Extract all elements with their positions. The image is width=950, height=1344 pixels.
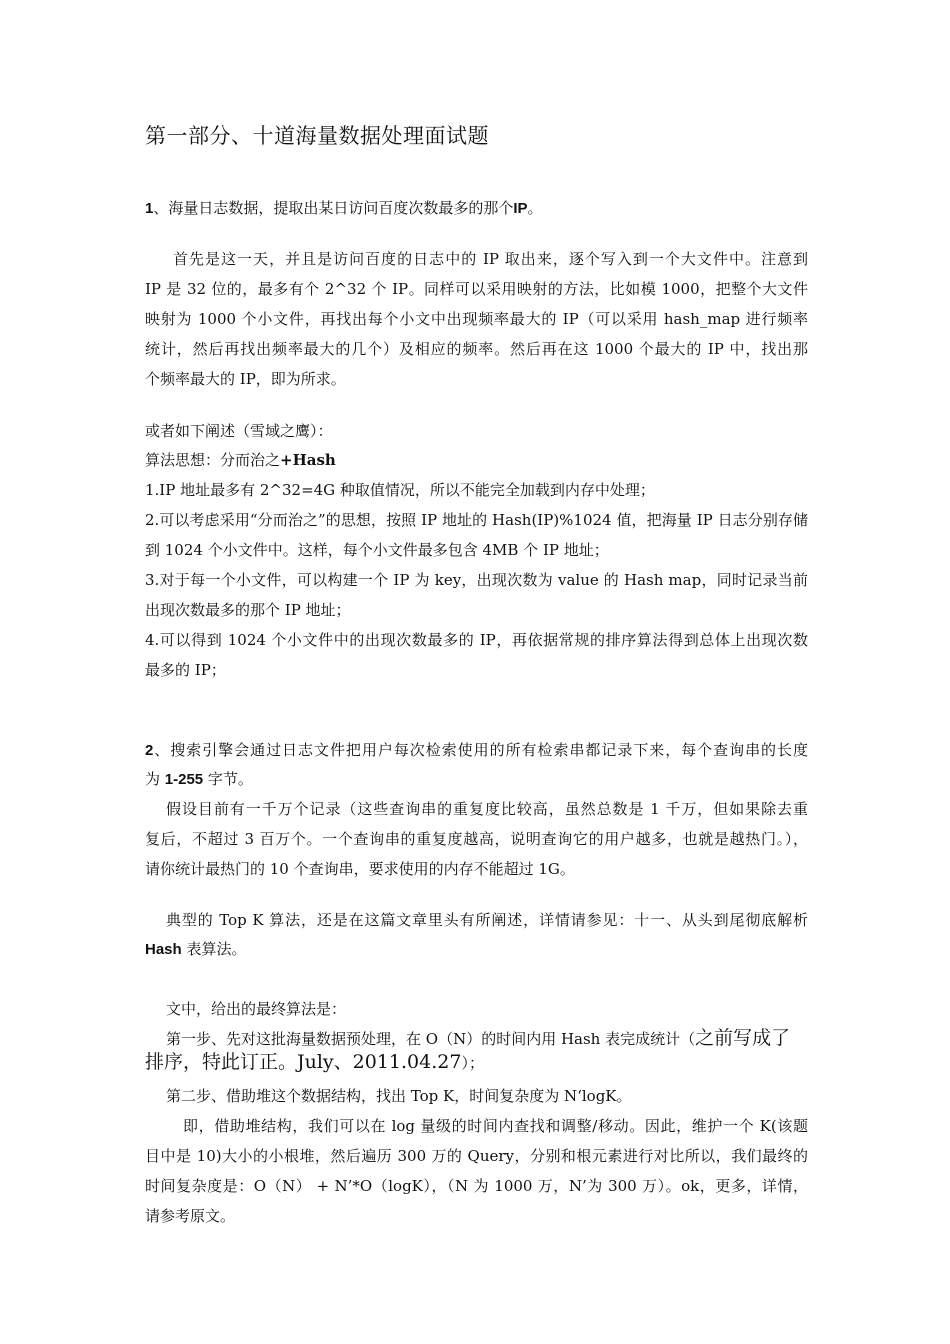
alternative-line: 到 1024 个小文件中。这样，每个小文件最多包含 4MB 个 IP 地址； (145, 541, 609, 559)
question-2-heading (145, 740, 808, 761)
algorithm-idea-hash: +Hash (280, 451, 336, 469)
question-2-length: 1-255 (164, 771, 204, 788)
step-1-note: 之前写成了 (695, 1027, 791, 1049)
paragraph-4-line: 时间复杂度是：O（N） + N’*O（logK），（N 为 1000 万，N’为 300 万）。ok，更多，详情， (145, 1177, 808, 1195)
question-2-suffix: 字节。 (203, 770, 253, 788)
step-1-text: 第一步、先对这批海量数据预处理，在 O（N）的时间内用 Hash 表完成统计（ (166, 1030, 696, 1048)
paragraph-3-hash: Hash (145, 941, 182, 958)
final-intro: 文中，给出的最终算法是： (166, 1000, 347, 1018)
paragraph-1-line: IP 是 32 位的，最多有个 2^32 个 IP。同样可以采用映射的方法，比如模 1000，把整个大文件 (145, 280, 808, 298)
paragraph-1-line: 个频率最大的 IP，即为所求。 (145, 370, 346, 388)
question-1-text: 、海量日志数据，提取出某日访问百度次数最多的那个 (153, 199, 514, 217)
algorithm-idea-label: 算法思想：分而治之 (145, 451, 281, 469)
step-1-end: ）； (461, 1054, 484, 1072)
alternative-line: 出现次数最多的那个 IP 地址； (145, 601, 351, 619)
paragraph-3-line (145, 939, 808, 960)
question-2-text: 、搜索引擎会通过日志文件把用户每次检索使用的所有检索串都记录下来，每个查询串的长度 (153, 741, 808, 759)
question-1-end: 。 (527, 199, 543, 217)
question-1-ip: IP (513, 200, 528, 217)
page-title: 第一部分、十道海量数据处理面试题 (145, 124, 489, 148)
alternative-line: 最多的 IP； (145, 661, 226, 679)
step-2: 第二步、借助堆这个数据结构，找出 Top K，时间复杂度为 N‘logK。 (166, 1087, 632, 1105)
question-2-heading-cont (145, 769, 808, 790)
paragraph-3-rest: 表算法。 (181, 940, 247, 958)
algorithm-idea (145, 450, 808, 470)
paragraph-1-line: 统计，然后再找出频率最大的几个）及相应的频率。然后再在这 1000 个最大的 IP 中，找出那 (145, 340, 808, 358)
alternative-line: 4.可以得到 1024 个小文件中的出现次数最多的 IP，再依据常规的排序算法得到总体上出现次数 (145, 631, 808, 649)
step-1-cont (145, 1050, 808, 1074)
step-1 (166, 1026, 808, 1050)
step-1-note-cont: 排序，特此订正。July、2011.04.27 (145, 1051, 462, 1073)
paragraph-2-line: 复后，不超过 3 百万个。一个查询串的重复度越高，说明查询它的用户越多，也就是越热门。）， (145, 830, 808, 848)
question-1-number: 1 (145, 200, 154, 217)
paragraph-1-line: 首先是这一天，并且是访问百度的日志中的 IP 取出来，逐个写入到一个大文件中。注意到 (173, 250, 808, 268)
paragraph-4-line: 即，借助堆结构，我们可以在 log 量级的时间内查找和调整/移动。因此，维护一个 K(该题 (183, 1117, 808, 1135)
question-2-prefix: 为 (145, 770, 165, 788)
paragraph-2-line: 请你统计最热门的 10 个查询串，要求使用的内存不能超过 1G。 (145, 860, 575, 878)
alternative-line: 3.对于每一个小文件，可以构建一个 IP 为 key，出现次数为 value 的 Hash map，同时记录当前 (145, 571, 808, 589)
alternative-line: 2.可以考虑采用“分而治之”的思想，按照 IP 地址的 Hash(IP)%1024 值，把海量 IP 日志分别存储 (145, 511, 808, 529)
paragraph-4-line: 目中是 10)大小的小根堆，然后遍历 300 万的 Query，分别和根元素进行对比所以，我们最终的 (145, 1147, 808, 1165)
alternative-line: 1.IP 地址最多有 2^32=4G 种取值情况，所以不能完全加载到内存中处理； (145, 481, 655, 499)
paragraph-4-line: 请参考原文。 (145, 1207, 236, 1225)
paragraph-3-line: 典型的 Top K 算法，还是在这篇文章里头有所阐述，详情请参见：十一、从头到尾彻底解析 (166, 911, 808, 929)
paragraph-2-line: 假设目前有一千万个记录（这些查询串的重复度比较高，虽然总数是 1 千万，但如果除去重 (166, 800, 808, 818)
question-2-number: 2 (145, 742, 154, 759)
alternative-intro: 或者如下阐述（雪域之鹰）： (145, 422, 333, 440)
paragraph-1-line: 映射为 1000 个小文件，再找出每个小文中出现频率最大的 IP（可以采用 hash_map 进行频率 (145, 310, 808, 328)
question-1-heading (145, 198, 808, 219)
